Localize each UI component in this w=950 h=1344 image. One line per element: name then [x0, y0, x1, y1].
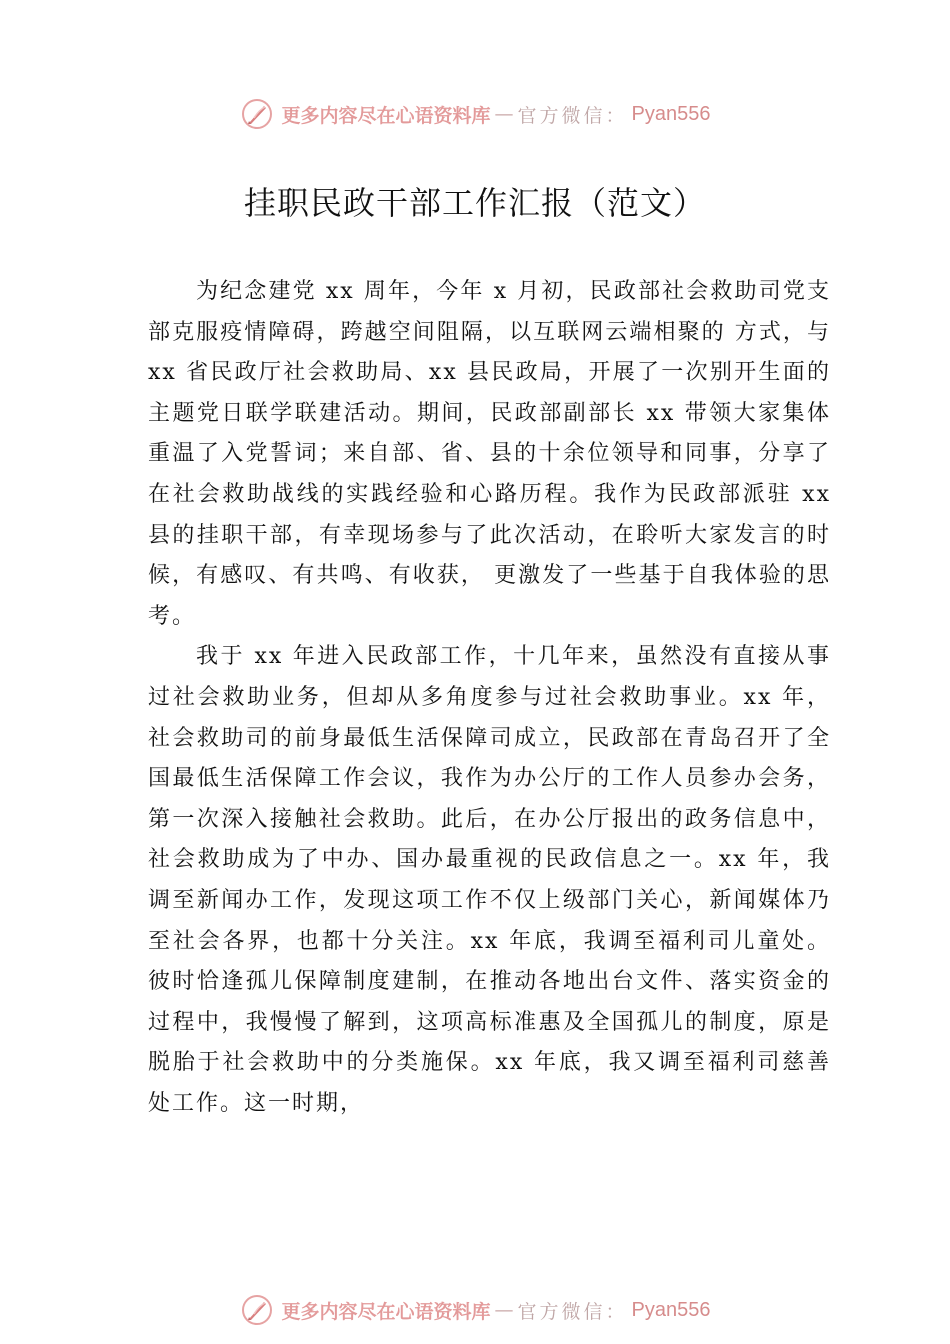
paragraph-2: 我于 xx 年进入民政部工作，十几年来，虽然没有直接从事过社会救助业务，但却从多角度参与过社会救助事业。xx 年，社会救助司的前身最低生活保障司成立，民政部在青岛召开了全国最低生活保障工作会议，我作为办公厅的工作人员参办会务，第一次深入接触社会救助。此后，在办公厅报出的政务信息中，社会救助成为了中办、国办最重视的民政信息之一。xx 年，我调至新闻办工作，发现这项工作不仅上级部门关心，新闻媒体乃至社会各界，也都十分关注。xx 年底，我调至福利司儿童处。彼时恰逢孤儿保障制度建制，在推动各地出台文件、落实资金的过程中，我慢慢了解到，这项高标准惠及全国孤儿的制度，原是脱胎于社会救助中的分类施保。xx 年底，我又调至福利司慈善处工作。这一时期， [148, 644, 831, 1116]
watermark-brand: 更多内容尽在心语资料库 [281, 104, 491, 127]
watermark-label: 官方微信： [517, 1300, 628, 1323]
watermark-wechat-id: Pyan556 [631, 102, 711, 125]
quill-logo-icon [240, 1293, 274, 1327]
paragraph-1: 为纪念建党 xx 周年，今年 x 月初，民政部社会救助司党支部克服疫情障碍，跨越空间阻隔，以互联网云端相聚的 方式，与 xx 省民政厅社会救助局、xx 县民政局，开展了一次别开生面的主题党日联学联建活动。期间，民政部副部长 xx 带领大家集体重温了入党誓词；来自部、省、县的十余位领导和同事，分享了在社会救助战线的实践经验和心路历程。我作为民政部派驻 xx 县的挂职干部，有幸现场参与了此次活动，在聆听大家发言的时候，有感叹、有共鸣、有收获， 更激发了一些基于自我体验的思考。 [148, 279, 831, 629]
watermark-label: 官方微信： [517, 104, 628, 127]
watermark-footer [0, 1290, 950, 1330]
document-title: 挂职民政干部工作汇报（范文） [243, 184, 706, 222]
watermark-brand: 更多内容尽在心语资料库 [281, 1300, 491, 1323]
watermark-wechat-id: Pyan556 [631, 1298, 711, 1321]
document-body [148, 272, 831, 1124]
watermark-separator: — [494, 1299, 514, 1321]
watermark-separator: — [494, 103, 514, 125]
watermark-header [0, 94, 950, 134]
quill-logo-icon [240, 97, 274, 131]
